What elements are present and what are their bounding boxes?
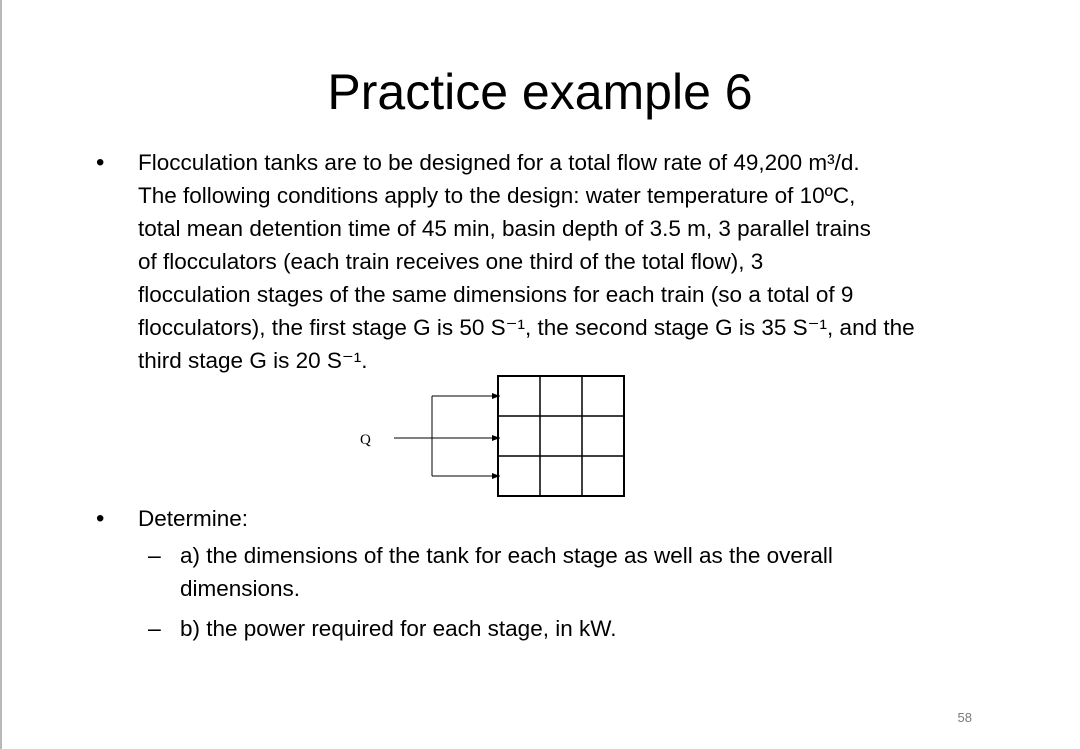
problem-statement [138,146,978,377]
sub-item-a [180,539,940,605]
problem-line: third stage G is 20 S⁻¹. [138,348,368,373]
problem-line: The following conditions apply to the design: water temperature of 10ºC, [138,183,856,208]
bullet-dot: • [96,505,105,532]
tank-grid [498,376,624,496]
slide-title: Practice example 6 [327,64,753,120]
bullet-dot: • [96,149,105,176]
sub-item-b-line1: b) the power required for each stage, in kW. [180,616,617,641]
problem-line: flocculators), the first stage G is 50 S⁻¹, the second stage G is 35 S⁻¹, and the [138,315,915,340]
flow-label: Q [360,432,371,448]
sub-item-a-line1: a) the dimensions of the tank for each stage as well as the overall [180,543,833,568]
sub-item-a-line2: dimensions. [180,576,301,601]
problem-line: total mean detention time of 45 min, basin depth of 3.5 m, 3 parallel trains [138,216,871,241]
problem-line: flocculation stages of the same dimensions for each train (so a total of 9 [138,282,854,307]
tank-outline [498,376,624,496]
determine-heading: Determine: [138,506,249,531]
problem-line: Flocculation tanks are to be designed for a total flow rate of 49,200 m³/d. [138,150,860,175]
page-number: 58 [957,710,972,725]
problem-line: of flocculators (each train receives one third of the total flow), 3 [138,249,764,274]
flocculator-diagram [350,372,630,500]
sub-item-dash: – [148,615,161,641]
sub-item-dash: – [148,542,161,568]
sub-item-b [180,612,940,645]
